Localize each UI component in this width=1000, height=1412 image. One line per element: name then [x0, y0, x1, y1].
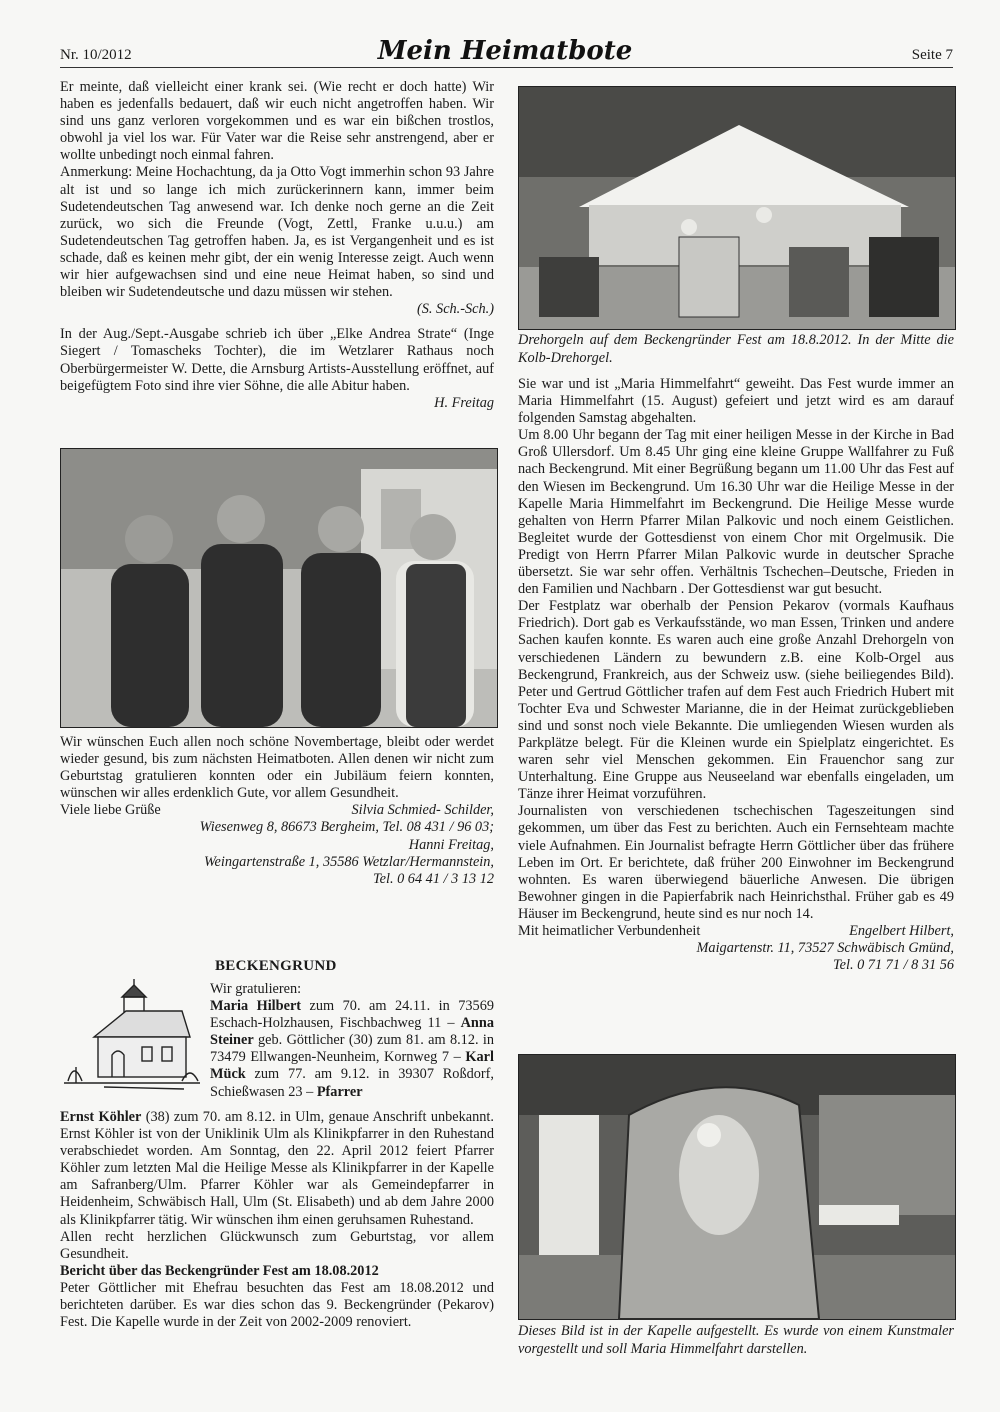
person-name: Pfarrer [316, 1083, 363, 1100]
signature-address: Maigartenstr. 11, 73527 Schwäbisch Gmünd, [696, 940, 954, 957]
paragraph: Sie war und ist „Maria Himmelfahrt“ geweiht. Das Fest wurde immer an Maria Himmelfahrt (15. August) gefeiert und jetzt wird es am darauf folgenden Samstag abgehalten. [518, 376, 954, 427]
caption-barrel-organs: Drehorgeln auf dem Beckengründer Fest am 18.8.2012. In der Mitte die Kolb-Drehorgel. [518, 332, 954, 366]
person-name: Karl Mück [210, 1049, 494, 1083]
person-name: Anna Steiner [210, 1015, 494, 1049]
signature: (S. Sch.-Sch.) [416, 301, 494, 318]
paragraph: Journalisten von verschiedenen tschechischen Tageszeitungen sind gekommen, um über das Fest zu berichten. Auch ein Fernsehteam machte viele Aufnahmen. Ein Journalist befragte Herrn Göttlicher über das frühere Leben im Ort. Er berichtete, daß früher 200 Einwohner im Beckengrund wohnten. Es waren überwiegend bäuerliche Anwesen. Die übrigen Bewohner gingen in die Papierfabrik nach Heinrichsthal. Früher gab es 49 Häuser im Beckengrund, heute sind es nur noch 14. [518, 803, 954, 922]
signature-phone: Tel. 0 71 71 / 8 31 56 [832, 957, 954, 974]
photo-four-sons [60, 448, 498, 728]
paragraph: Peter Göttlicher mit Ehefrau besuchten das Fest am 18.08.2012 und berichteten darüber. Es war dies schon das 9. Beckengründer (Pekarov) Fest. Die Kapelle wurde in der Zeit von 2002-2009 renoviert. [60, 1279, 494, 1331]
left-article-greetings [60, 734, 494, 888]
person-name: Ernst Köhler [60, 1109, 142, 1125]
paragraph: Er meinte, daß vielleicht einer krank sei. (Wie recht er doch hatte) Wir haben es jedenfalls bedauert, daß wir euch nicht angetroffen haben. Wir sind uns ganz verloren vorgekommen und es war ein bißchen trostlos, obwohl ja viel los war. Für Vater war die Reise sehr anstrengend, aber er wollte unbedingt noch einmal fahren. [60, 79, 494, 164]
signature-phone: Tel. 0 64 41 / 3 13 12 [372, 870, 494, 887]
congrats-intro: Wir gratulieren: [210, 981, 302, 997]
issue-number: Nr. 10/2012 [60, 47, 132, 63]
person-name: Maria Hilbert [210, 998, 302, 1015]
paragraph: Der Festplatz war oberhalb der Pension Pekarov (vormals Kaufhaus Friedrich). Dort gab es Verkaufsstände, wo man Essen, Trinken und andere Sachen kaufen konnte. Es waren auch eine große Anzahl Drehorgeln von verschiedenen Ländern zu bewundern z.B. eine Kolb-Orgel aus Beckengrund, Frankreich, aus der Schweiz usw. (siehe beiliegendes Bild). Peter und Gertrud Göttlicher trafen auf dem Fest auch Friedrich Hubert mit Tochter Eva und Schwester Marianne, die in der Heimat zurückgeblieben sind und sonst noch viele Bekannte. Die umliegenden Wiesen wurden als Parkplätze belegt. Für die Kleinen wurde ein Spielplatz eingerichtet. Es waren sehr viel Menschen gekommen. Ein Frauenchor sang zur Unterhaltung. Eine Gruppe aus Neuseeland war ebenfalls eingeladen, um Tänze ihrer Heimat vorzuführen. [518, 598, 954, 803]
signature-name: Engelbert Hilbert, [849, 923, 954, 939]
signature-address: Weingartenstraße 1, 35586 Wetzlar/Hermannstein, [203, 853, 494, 870]
birthday-detail: geb. Göttlicher (30) zum 81. am 8.12. in 73479 Ellwangen-Neunheim, Kornweg 7 – [210, 1032, 494, 1066]
page-number: Seite 7 [911, 47, 953, 63]
birthday-list-top [210, 981, 494, 1101]
paragraph: In der Aug./Sept.-Ausgabe schrieb ich über „Elke Andrea Strate“ (Inge Siegert / Tomascheks Tochter), die im Wetzlarer Rathaus noch Oberbürgermeister W. Dette, die Arnsburg Artists-Ausstellung eröffnet, auf beigefügtem Foto sind ihre vier Söhne, die alle Abitur haben. [60, 326, 494, 394]
closing: Mit heimatlicher Verbundenheit [518, 923, 701, 939]
paragraph: Um 8.00 Uhr begann der Tag mit einer heiligen Messe in der Kirche in Bad Groß Ullersdorf. Um 8.45 Uhr ging eine kleine Gruppe Wallfahrer zu Fuß nach Beckengrund. Mit einer Begrüßung begann um 11.00 Uhr das Fest auf den Wiesen im Beckengrund. Um 16.30 Uhr war die Heilige Messe in der Kapelle Maria Himmelfahrt im Beckengrund. Die Heilige Messe wurde gehalten von Herrn Pfarrer Milan Palkovic und noch einem Geistlichen. Begleitet wurde der Gottesdienst von einem Chor mit Orgelmusik. Die Predigt von Herrn Pfarrer Milan Palkovic wurde in deutscher Sprache übersetzt. Sie war sehr offen. Verhältnis Tschechen–Deutsche, Frieden in den Familien und Nachbarn . Der Gottesdienst war gut besucht. [518, 427, 954, 598]
masthead-logo [377, 30, 633, 70]
paragraph: Anmerkung: Meine Hochachtung, da ja Otto Vogt immerhin schon 93 Jahre alt ist und so lange ich mich zurückerinnern kann, immer beim Sudetendeutschen Tag anwesend war. Ich denke noch gerne an die Zeit zurück, wo sich die Freunde (Vogt, Zettl, Franke u.u.u.) am Sudetendeutschen Tag getroffen haben. Ja, es ist Vergangenheit und es ist schade, daß es keinen mehr gibt, der ein wenig Interesse zeigt. Auch wenn wir hier aufgewachsen sind und eine neue Heimat haben, so sind und bleiben wir Sudetendeutsche und dazu müssen wir stehen. [60, 164, 494, 301]
birthday-detail: (38) zum 70. am 8.12. in Ulm, genaue Anschrift unbekannt. Ernst Köhler ist von der Uniklinik Ulm als Klinikpfarrer in den Ruhestand verabschiedet worden. Am Sonntag, den 22. April 2012 feiert Pfarrer Köhler zum letzten Mal die Heilige Messe als Klinikpfarrer in der Kapelle am Safranberg/Ulm. Pfarrer Köhler war als Gemeindepfarrer in Heidenheim, Schwäbisch Hall, Ulm (St. Elisabeth) und ab dem Jahre 2000 als Klinikpfarrer tätig. Wir wünschen ihm einen geruhsamen Ruhestand. [60, 1109, 494, 1228]
birthday-list-bottom [60, 1109, 494, 1331]
signature: H. Freitag [434, 394, 494, 411]
left-article-top [60, 79, 494, 412]
photo-barrel-organs [518, 86, 956, 330]
photo-chapel-painting [518, 1054, 956, 1320]
signature-name: Hanni Freitag, [408, 836, 494, 853]
masthead-text: Mein Heimatbote [377, 36, 633, 66]
birthday-detail: zum 77. am 9.12. in 39307 Roßdorf, Schießwasen 23 – [210, 1066, 494, 1100]
birthday-detail: zum 70. am 24.11. in 73569 Eschach-Holzhausen, Fischbachweg 11 – [210, 998, 494, 1032]
signature-address: Wiesenweg 8, 86673 Bergheim, Tel. 08 431 / 96 03; [199, 819, 494, 836]
paragraph: Allen recht herzlichen Glückwunsch zum Geburtstag, vor allem Gesundheit. [60, 1228, 494, 1262]
chapel-drawing [64, 977, 200, 1097]
right-article [518, 376, 954, 974]
caption-chapel-painting: Dieses Bild ist in der Kapelle aufgestellt. Es wurde von einem Kunstmaler vorgestellt und soll Maria Himmelfahrt darstellen. [518, 1323, 954, 1357]
signature-name: Silvia Schmied- Schilder, [351, 802, 494, 819]
section-heading-beckengrund: BECKENGRUND [215, 958, 337, 974]
paragraph: Wir wünschen Euch allen noch schöne Novembertage, bleibt oder werdet wieder gesund, bis zum nächsten Heimatboten. Allen denen wir nicht zum Geburtstag gratulieren konnten oder ein Jubiläum feiern konnten, wünschen wir alles erdenklich Gute, vor allem Gesundheit. [60, 734, 494, 802]
greeting: Viele liebe Grüße [60, 802, 161, 819]
report-heading: Bericht über das Beckengründer Fest am 18.08.2012 [60, 1262, 379, 1279]
header-rule [60, 67, 953, 68]
